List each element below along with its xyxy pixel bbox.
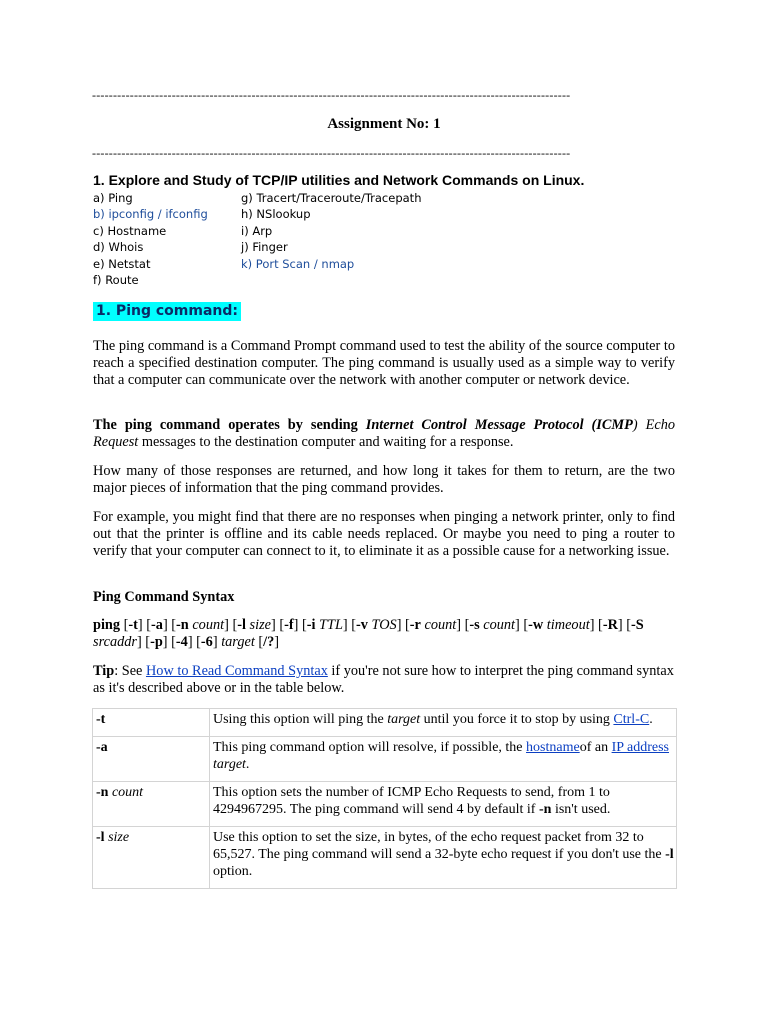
option-argument: size: [104, 830, 130, 845]
syntax-token: /?: [263, 634, 275, 650]
syntax-token: ] [: [187, 634, 201, 650]
utilities-list-left: [93, 190, 208, 288]
option-cell: [93, 737, 210, 782]
utility-item: k) Port Scan / nmap: [241, 256, 355, 271]
syntax-token: -v: [356, 617, 368, 633]
tip-post-text: if you're not sure how to interpret the ping command syntax as it's described above or in the table below.: [93, 663, 674, 696]
option-flag: -a: [96, 740, 108, 755]
icmp-lead-text: The ping command operates by sending: [93, 417, 366, 433]
syntax-token: target: [221, 634, 255, 650]
syntax-token: [: [254, 634, 264, 650]
syntax-token: srcaddr: [93, 634, 137, 650]
paragraph-responses: How many of those responses are returned, and how long it takes for them to return, are the two major pieces of information that the ping command provides.: [93, 463, 675, 496]
syntax-heading: Ping Command Syntax: [93, 589, 235, 605]
description-cell: [210, 737, 677, 782]
syntax-token: ] [: [137, 617, 152, 633]
tip-pre-text: : See: [114, 663, 146, 679]
description-text: option.: [213, 864, 253, 879]
syntax-token: -t: [128, 617, 138, 633]
description-cell: [210, 709, 677, 737]
syntax-token: count: [479, 617, 516, 633]
syntax-token: ] [: [342, 617, 357, 633]
syntax-token: -4: [175, 634, 188, 650]
utility-item: a) Ping: [93, 191, 133, 205]
syntax-token: -S: [631, 617, 644, 633]
syntax-token: -i: [306, 617, 316, 633]
option-cell: [93, 709, 210, 737]
description-text: isn't used.: [551, 802, 611, 817]
syntax-token: ] [: [456, 617, 470, 633]
section-heading: 1. Explore and Study of TCP/IP utilities and Network Commands on Linux.: [93, 172, 585, 188]
utility-item: e) Netstat: [93, 256, 151, 271]
ping-command-heading: 1. Ping command:: [93, 302, 241, 321]
table-row: [93, 782, 677, 827]
description-cell: [210, 782, 677, 827]
syntax-token: -f: [284, 617, 294, 633]
utility-item: h) NSlookup: [241, 207, 311, 222]
syntax-token: -R: [602, 617, 618, 633]
syntax-token: ] [: [270, 617, 285, 633]
description-text: until you force it to stop by using: [420, 712, 614, 727]
utility-item: f) Route: [93, 272, 139, 287]
syntax-token: ] [: [224, 617, 238, 633]
utility-item: d) Whois: [93, 240, 144, 255]
paragraph-intro: The ping command is a Command Prompt command used to test the ability of the source computer to reach a specified destination computer. The ping command is usually used as a simple way to verify that a computer can communicate over the network with another computer or network device.: [93, 338, 675, 388]
page-title: Assignment No: 1: [327, 116, 441, 132]
utility-item: c) Hostname: [93, 223, 167, 238]
table-row: [93, 827, 677, 889]
syntax-token: ] [: [515, 617, 529, 633]
inline-link[interactable]: IP address: [611, 740, 669, 755]
syntax-token: ] [: [136, 634, 151, 650]
syntax-line: [93, 617, 675, 651]
description-text: Use this option to set the size, in bytes, of the echo request packet from 32 to 65,527. The ping command will send a 32-byte echo request if you don't use the: [213, 830, 666, 862]
description-cell: [210, 827, 677, 889]
syntax-token: timeout: [543, 617, 590, 633]
syntax-token: ] [: [162, 634, 176, 650]
syntax-token: [: [120, 617, 129, 633]
description-text: Using this option will ping the: [213, 712, 388, 727]
description-text: target: [387, 712, 421, 727]
syntax-token: count: [188, 617, 225, 633]
option-cell: [93, 827, 210, 889]
syntax-token: ]: [274, 634, 280, 650]
syntax-token: count: [420, 617, 457, 633]
option-flag: -l: [96, 830, 105, 845]
syntax-token: ] [: [396, 617, 410, 633]
option-cell: [93, 782, 210, 827]
paragraph-icmp: [93, 417, 675, 451]
icmp-term: Internet Control Message Protocol (ICMP: [365, 417, 633, 433]
syntax-token: -a: [151, 617, 163, 633]
table-row: [93, 709, 677, 737]
utility-item: j) Finger: [241, 240, 288, 255]
utility-item: b) ipconfig / ifconfig: [93, 207, 208, 222]
utility-item: i) Arp: [241, 223, 273, 238]
description-text: -n: [538, 802, 552, 817]
syntax-token: ] [: [617, 617, 632, 633]
syntax-token: ] [: [162, 617, 177, 633]
syntax-token: ] [: [589, 617, 603, 633]
description-text: .: [649, 712, 653, 727]
option-flag: -n: [96, 785, 109, 800]
icmp-tail-text: messages to the destination computer and waiting for a response.: [138, 434, 514, 450]
tip-label: Tip: [93, 663, 115, 679]
table-row: [93, 737, 677, 782]
description-text: target: [213, 757, 246, 772]
bottom-divider: ------------------------------------------------------------------------------------------------------------------: [92, 146, 571, 160]
utility-item: g) Tracert/Traceroute/Tracepath: [241, 191, 422, 205]
syntax-token: size: [245, 617, 271, 633]
utilities-list-right: [241, 190, 421, 272]
syntax-token: -w: [528, 617, 544, 633]
syntax-token: ]: [212, 634, 222, 650]
description-text: This option sets the number of ICMP Echo Requests to send, from 1 to 4294967295. The ping command will send 4 by default if: [213, 785, 610, 817]
syntax-token: -p: [150, 634, 163, 650]
option-argument: count: [108, 785, 144, 800]
syntax-token: -n: [176, 617, 189, 633]
syntax-token: TTL: [315, 617, 343, 633]
echo-request-term: ) Echo Request: [93, 417, 675, 450]
syntax-token: TOS: [367, 617, 397, 633]
tip-paragraph: [93, 663, 675, 697]
syntax-token: -s: [469, 617, 480, 633]
option-flag: -t: [96, 712, 106, 727]
inline-link[interactable]: Ctrl-C: [613, 712, 650, 727]
inline-link[interactable]: hostname: [526, 740, 580, 755]
syntax-help-link[interactable]: How to Read Command Syntax: [145, 663, 328, 679]
top-divider: ------------------------------------------------------------------------------------------------------------------: [92, 88, 571, 102]
syntax-token: -6: [200, 634, 213, 650]
description-text: of an: [579, 740, 612, 755]
paragraph-example: For example, you might find that there are no responses when pinging a network printer, only to find out that the printer is offline and its cable needs replaced. Or maybe you need to ping a router to verify that your computer can connect to it, to eliminate it as a possible cause for a networking issue.: [93, 509, 675, 559]
description-text: .: [245, 757, 250, 772]
syntax-token: -l: [237, 617, 246, 633]
description-text: -l: [665, 847, 674, 862]
syntax-token: ] [: [293, 617, 307, 633]
syntax-token: -r: [409, 617, 421, 633]
description-text: This ping command option will resolve, if possible, the: [213, 740, 527, 755]
options-table: [92, 708, 677, 889]
syntax-token: ping: [93, 617, 121, 633]
